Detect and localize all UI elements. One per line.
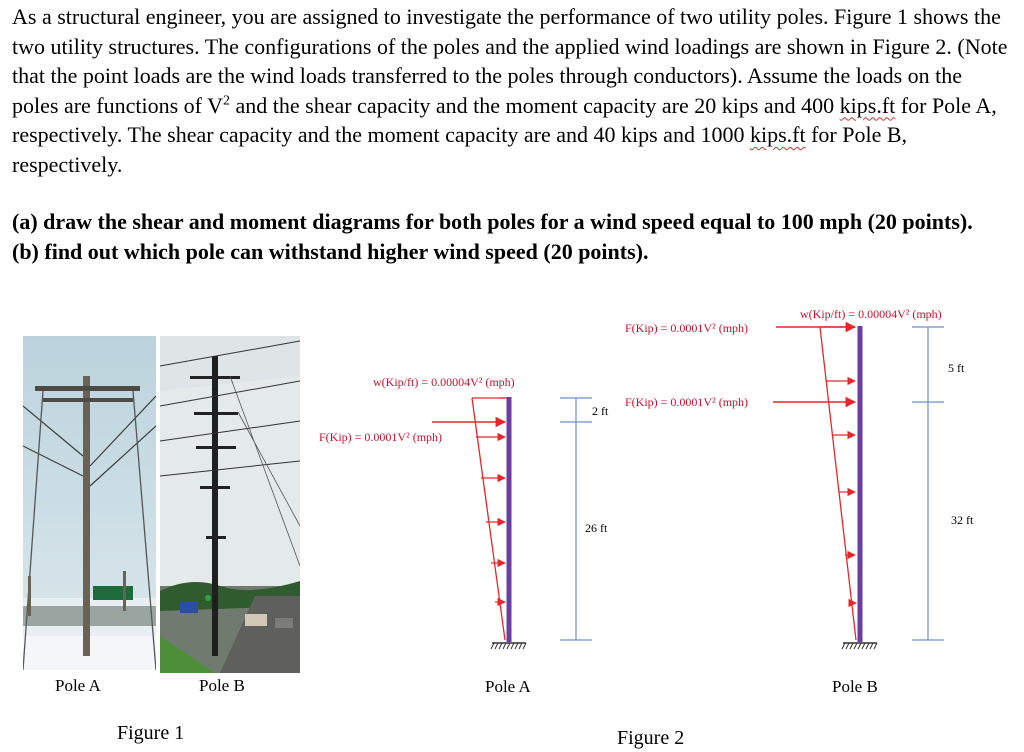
pole-a-label: Pole A bbox=[485, 677, 531, 696]
intro-text-end: for Pole B, respectively. bbox=[12, 122, 908, 177]
kips-ft-pole-a: kips.ft bbox=[839, 92, 896, 118]
question-a: (a) draw the shear and moment diagrams for both poles for a wind speed equal to 100 mph (20 points). bbox=[12, 209, 973, 234]
pole-a-diagram bbox=[319, 375, 609, 696]
pole-b-support-hatch bbox=[842, 643, 877, 649]
pole-b-dimension bbox=[912, 327, 944, 640]
pole-a-support-hatch bbox=[491, 643, 526, 649]
pole-b-photo-label: Pole B bbox=[199, 676, 245, 695]
kips-ft-pole-b: kips.ft bbox=[749, 122, 806, 147]
pole-b-dim-top: 5 ft bbox=[948, 361, 965, 375]
pole-a-load-envelope bbox=[472, 398, 505, 640]
figure-1-caption: Figure 1 bbox=[117, 722, 185, 744]
pole-b-diagram bbox=[625, 307, 974, 696]
pole-b-f-label-top: F(Kip) = 0.0001V² (mph) bbox=[625, 321, 749, 335]
pole-b-label: Pole B bbox=[832, 677, 878, 696]
intro-text-pole-b: for Pole A, respectively. The shear capacity and the moment capacity are and 40 kips and 1000 bbox=[12, 92, 997, 147]
pole-b-w-label: w(Kip/ft) = 0.00004V² (mph) bbox=[800, 307, 942, 321]
pole-a-dimension bbox=[560, 398, 592, 640]
figure-2-caption: Figure 2 bbox=[617, 727, 685, 749]
superscript-2: 2 bbox=[223, 93, 230, 109]
pole-b-dim-bottom: 32 ft bbox=[951, 513, 974, 527]
pole-a-dim-bottom: 26 ft bbox=[585, 521, 608, 535]
pole-a-dim-top: 2 ft bbox=[592, 404, 609, 418]
pole-a-photo-label: Pole A bbox=[55, 676, 101, 695]
pole-a-w-label: w(Kip/ft) = 0.00004V² (mph) bbox=[373, 375, 515, 389]
intro-text: As a structural engineer, you are assigned to investigate the performance of two utility poles. Figure 1 shows the two utility structures. The configurations of the poles and the applied wind loadings are shown in Figure 2. (Note that the point loads are the wind loads transferred to the poles through conductors). Assume the loads on the poles are functions of V bbox=[12, 4, 1008, 118]
pole-a-f-label: F(Kip) = 0.0001V² (mph) bbox=[319, 430, 443, 444]
intro-text-continued: and the shear capacity and the moment capacity are 20 kips and 400 bbox=[230, 92, 840, 118]
pole-b-load-envelope bbox=[820, 327, 856, 640]
pole-b-f-label-mid: F(Kip) = 0.0001V² (mph) bbox=[625, 395, 749, 409]
question-b: (b) find out which pole can withstand higher wind speed (20 points). bbox=[12, 238, 649, 264]
